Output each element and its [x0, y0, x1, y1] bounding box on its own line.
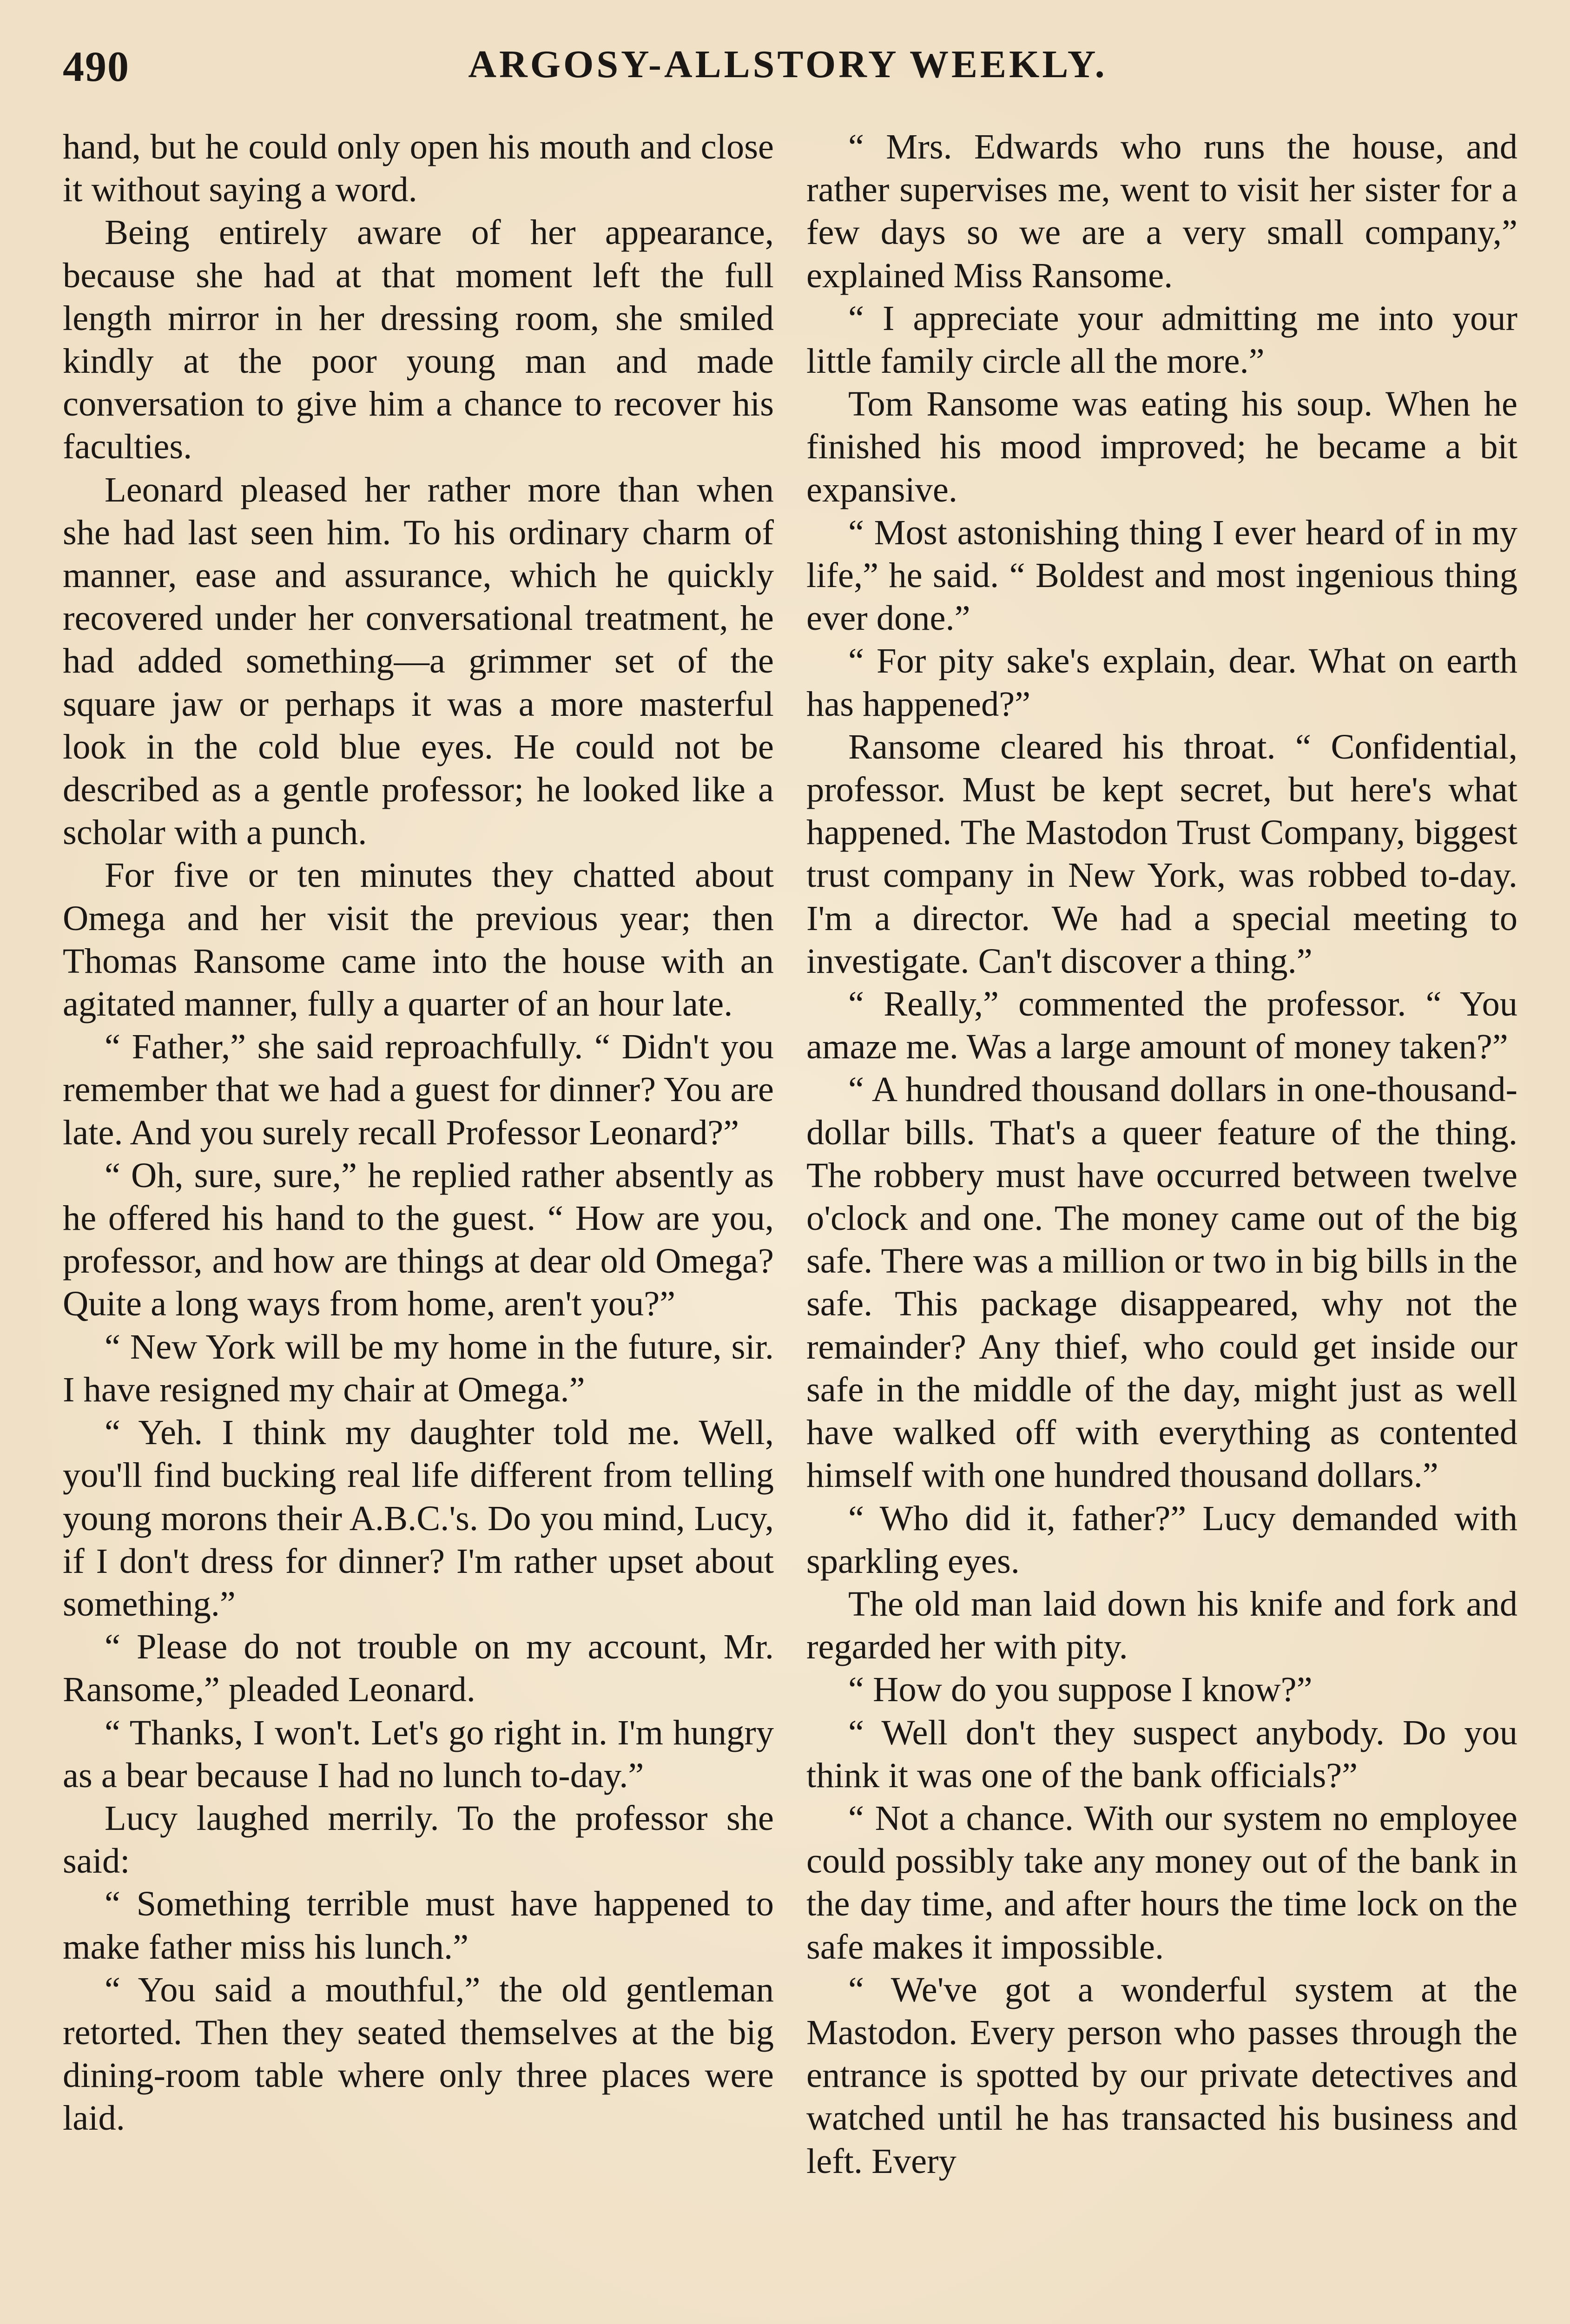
paragraph: “ Really,” commented the professor. “ You amaze me. Was a large amount of money taken?” [806, 984, 1517, 1067]
paragraph: “ We've got a wonderful system at the Mastodon. Every person who passes through the entrance is spotted by our private detectives and watched until he has transacted his business and left. Every [806, 1969, 1517, 2181]
paragraph: “ Not a chance. With our system no employee could possibly take any money out of the bank in the day time, and after hours the time lock on the safe makes it impossible. [806, 1798, 1517, 1967]
paragraph: “ You said a mouthful,” the old gentleman retorted. Then they seated themselves at the big dining-room table where only three places were laid. [63, 1969, 774, 2138]
paragraph: Being entirely aware of her appearance, because she had at that moment left the full length mirror in her dressing room, she smiled kindly at the poor young man and made conversation to give him a chance to recover his faculties. [63, 212, 774, 467]
paragraph: “ Yeh. I think my daughter told me. Well, you'll find bucking real life different from telling young morons their A.B.C.'s. Do you mind, Lucy, if I don't dress for dinner? I'm rather upset about something.” [63, 1413, 774, 1624]
magazine-title: ARGOSY-ALLSTORY WEEKLY. [468, 43, 1108, 86]
paragraph: “ New York will be my home in the future, sir. I have resigned my chair at Omega.” [63, 1327, 774, 1409]
paragraph: Tom Ransome was eating his soup. When he finished his mood improved; he became a bit expansive. [806, 384, 1517, 509]
paragraph: “ Oh, sure, sure,” he replied rather absently as he offered his hand to the guest. “ How are you, professor, and how are things at dear old Omega? Quite a long ways from home, aren't you?” [63, 1155, 774, 1324]
paragraph: “ A hundred thousand dollars in one-thousand-dollar bills. That's a queer feature of the thing. The robbery must have occurred between twelve o'clock and one. The money came out of the big safe. There was a million or two in big bills in the safe. This package disappeared, why not the remainder? Any thief, who could get inside our safe in the middle of the day, might just as well have walked off with everything as contented himself with one hundred thousand dollars.” [806, 1070, 1517, 1495]
left-column [63, 125, 774, 2324]
page-number: 490 [63, 43, 130, 90]
running-head [63, 42, 1513, 102]
paragraph: “ Father,” she said reproachfully. “ Didn't you remember that we had a guest for dinner? You are late. And you surely recall Professor Leonard?” [63, 1027, 774, 1152]
paragraph: “ For pity sake's explain, dear. What on earth has happened?” [806, 641, 1517, 724]
paragraph: For five or ten minutes they chatted about Omega and her visit the previous year; then Thomas Ransome came into the house with an agitated manner, fully a quarter of an hour late. [63, 855, 774, 1024]
paragraph: “ I appreciate your admitting me into your little family circle all the more.” [806, 298, 1517, 381]
paragraph: “ Thanks, I won't. Let's go right in. I'm hungry as a bear because I had no lunch to-day.” [63, 1712, 774, 1795]
paragraph: Ransome cleared his throat. “ Confidential, professor. Must be kept secret, but here's what happened. The Mastodon Trust Company, biggest trust company in New York, was robbed to-day. I'm a director. We had a special meeting to investigate. Can't discover a thing.” [806, 726, 1517, 981]
paragraph: “ Something terrible must have happened to make father miss his lunch.” [63, 1884, 774, 1967]
paragraph: “ Well don't they suspect anybody. Do you think it was one of the bank officials?” [806, 1712, 1517, 1795]
paragraph: “ Mrs. Edwards who runs the house, and rather supervises me, went to visit her sister for a few days so we are a very small company,” explained Miss Ransome. [806, 127, 1517, 295]
paragraph: The old man laid down his knife and fork and regarded her with pity. [806, 1584, 1517, 1667]
paragraph: “ Please do not trouble on my account, Mr. Ransome,” pleaded Leonard. [63, 1627, 774, 1710]
paragraph: “ Who did it, father?” Lucy demanded with sparkling eyes. [806, 1498, 1517, 1581]
paragraph: “ How do you suppose I know?” [848, 1670, 1313, 1710]
paragraph: Lucy laughed merrily. To the professor she said: [63, 1798, 774, 1881]
paragraph: Leonard pleased her rather more than when she had last seen him. To his ordinary charm of manner, ease and assurance, which he quickly recovered under her conversational treatment, he had added something—a grimmer set of the square jaw or perhaps it was a more masterful look in the cold blue eyes. He could not be described as a gentle professor; he looked like a scholar with a punch. [63, 469, 774, 852]
paragraph: “ Most astonishing thing I ever heard of in my life,” he said. “ Boldest and most ingenious thing ever done.” [806, 512, 1517, 638]
paragraph: hand, but he could only open his mouth and close it without saying a word. [63, 127, 774, 210]
right-column [806, 125, 1517, 2324]
